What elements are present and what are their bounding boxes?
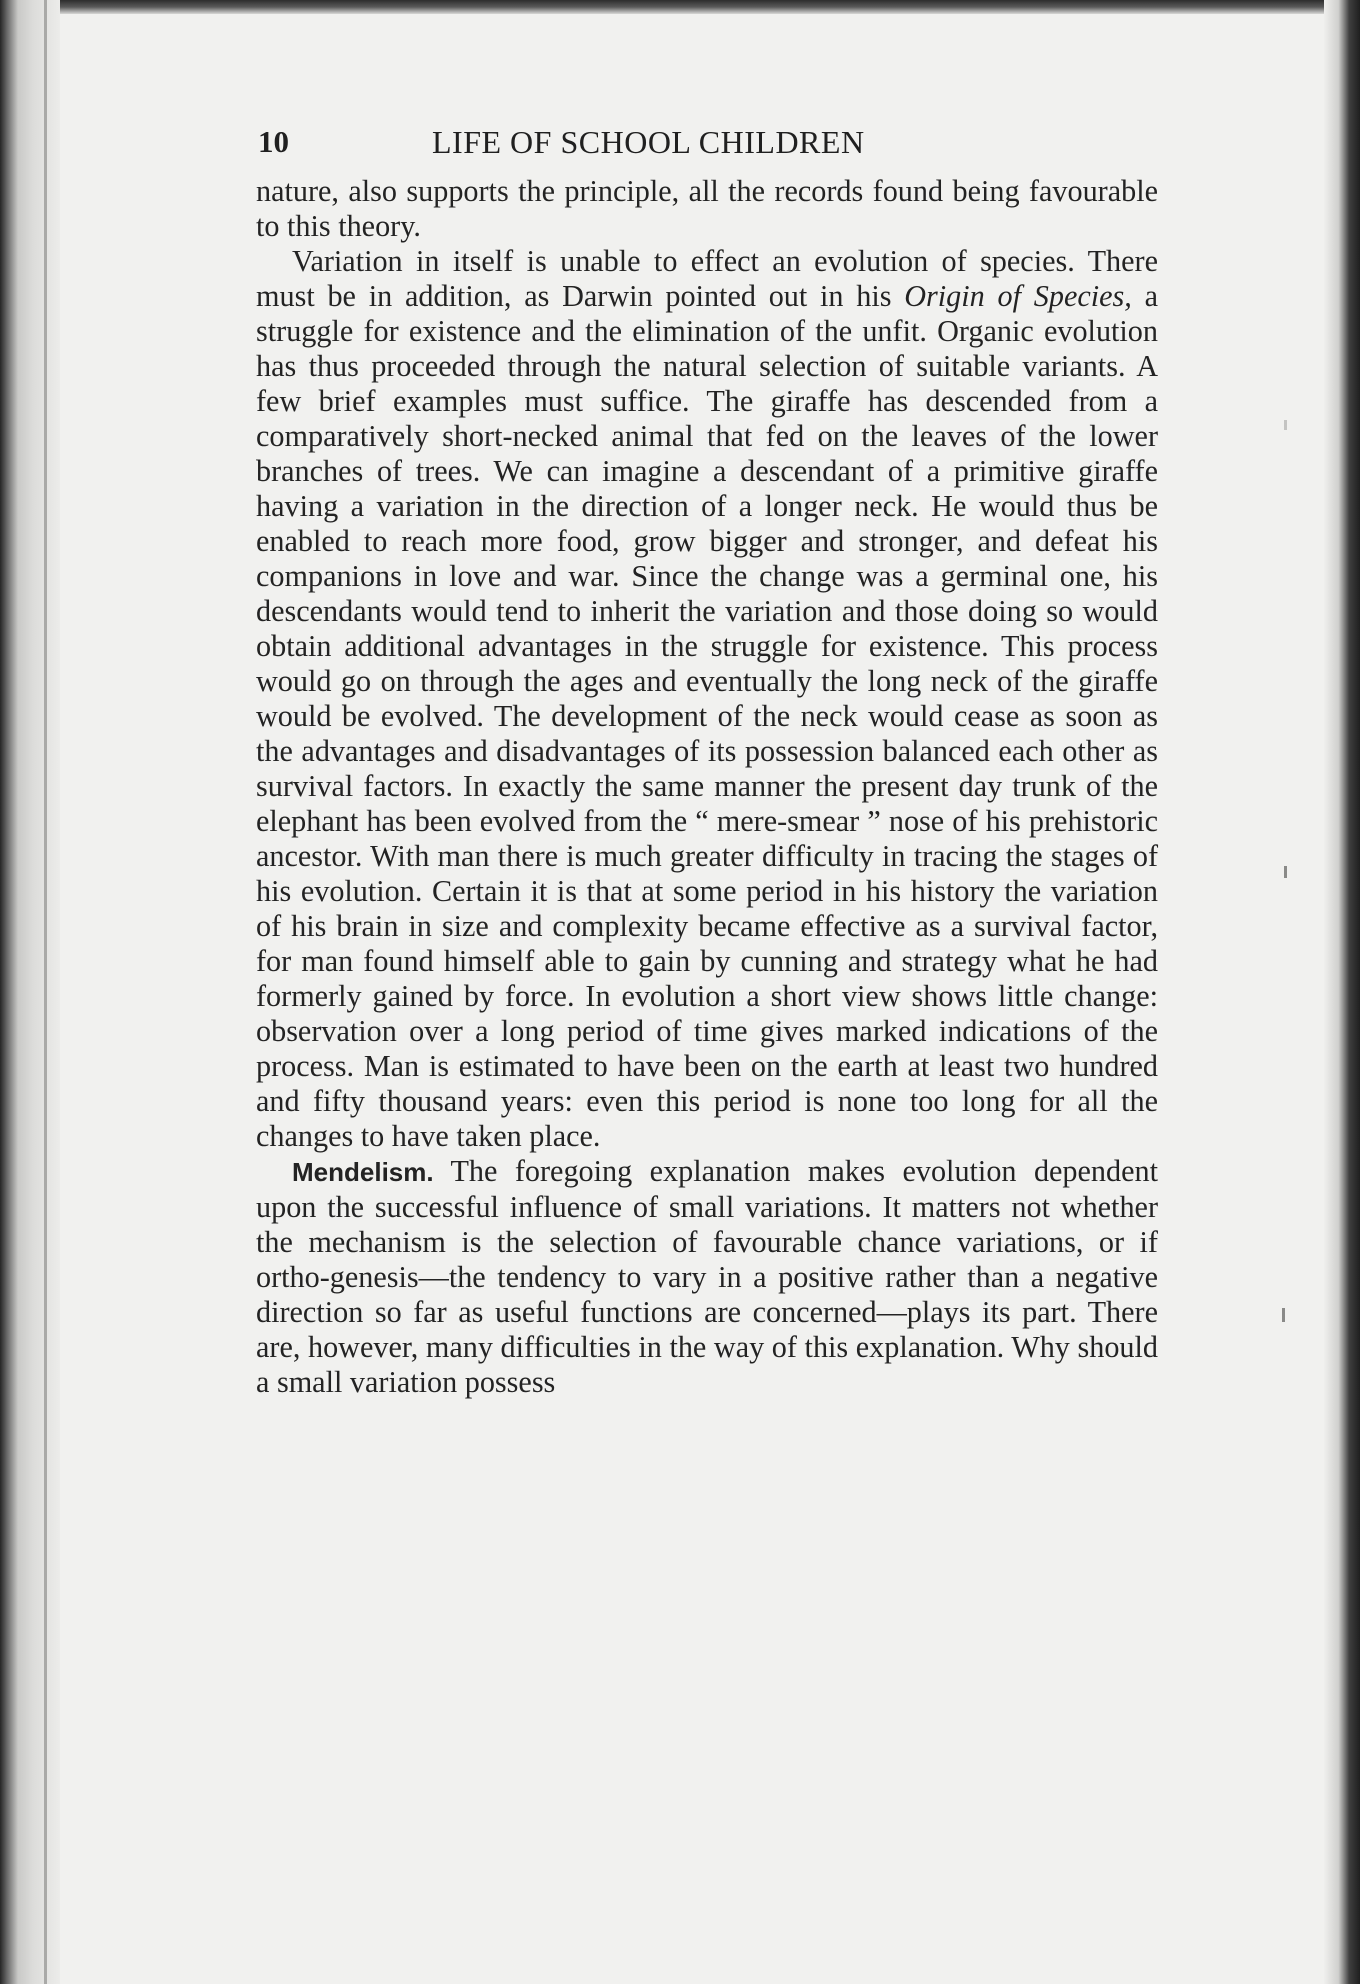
scan-right-edge [1324,0,1360,1984]
scan-top-edge [0,0,1360,14]
paragraph-text: nature, also supports the principle, all the records found being favourable to this theory. [256,174,1158,243]
paragraph-text-after: a struggle for existence and the elimination of the unfit. Organic evolution has thus proceeded through the natural selection of suitable variants. A few brief examples must suffice. The giraffe has descended from a comparatively short-necked animal that fed on the leaves of the lower branches of trees. We can imagine a descendant of a primitive giraffe having a variation in the direction of a longer neck. He would thus be enabled to reach more food, grow bigger and stronger, and defeat his companions in love and war. Since the change was a germinal one, his descendants would tend to inherit the variation and those doing so would obtain additional advantages in the struggle for existence. This process would go on through the ages and eventually the long neck of the giraffe would be evolved. The development of the neck would cease as soon as the advantages and disadvantages of its possession balanced each other as survival factors. In exactly the same manner the present day trunk of the elephant has been evolved from the “ mere-smear ” nose of his prehistoric ancestor. With man there is much greater difficulty in tracing the stages of his evolution. Certain it is that at some period in his history the variation of his brain in size and complexity became effective as a survival factor, for man found himself able to gain by cunning and strategy what he had formerly gained by force. In evolution a short view shows little change: observation over a long period of time gives marked indications of the process. Man is estimated to have been on the earth at least two hundred and fifty thousand years: even this period is none too long for all the changes to have taken place. [256,279,1158,1153]
running-head [256,118,1158,168]
paragraph-variation [256,244,1158,1154]
body-text [256,174,1158,1400]
running-title: LIFE OF SCHOOL CHILDREN [432,124,865,160]
page-content [256,118,1158,1400]
margin-speck [1284,866,1287,878]
book-gutter [0,0,60,1984]
margin-speck [1282,1308,1285,1322]
paragraph-text-before: Variation in itself is unable to effect an evolution of species. There must be in addition, as Darwin pointed out in his [256,244,1158,313]
section-heading-mendelism: Mendelism. [292,1157,434,1187]
margin-speck [1284,420,1287,430]
paragraph-mendelism [256,1154,1158,1400]
paragraph-continued [256,174,1158,244]
paragraph-text: The foregoing explanation makes evolution dependent upon the successful influence of small variations. It matters not whether the mechanism is the selection of favourable chance variations, or if ortho-genesis—the tendency to vary in a positive rather than a negative direction so far as useful functions are concerned—plays its part. There are, however, many difficulties in the way of this explanation. Why should a small variation possess [256,1154,1158,1399]
book-title-italic: Origin of Species, [904,279,1132,313]
page-number: 10 [258,124,289,159]
